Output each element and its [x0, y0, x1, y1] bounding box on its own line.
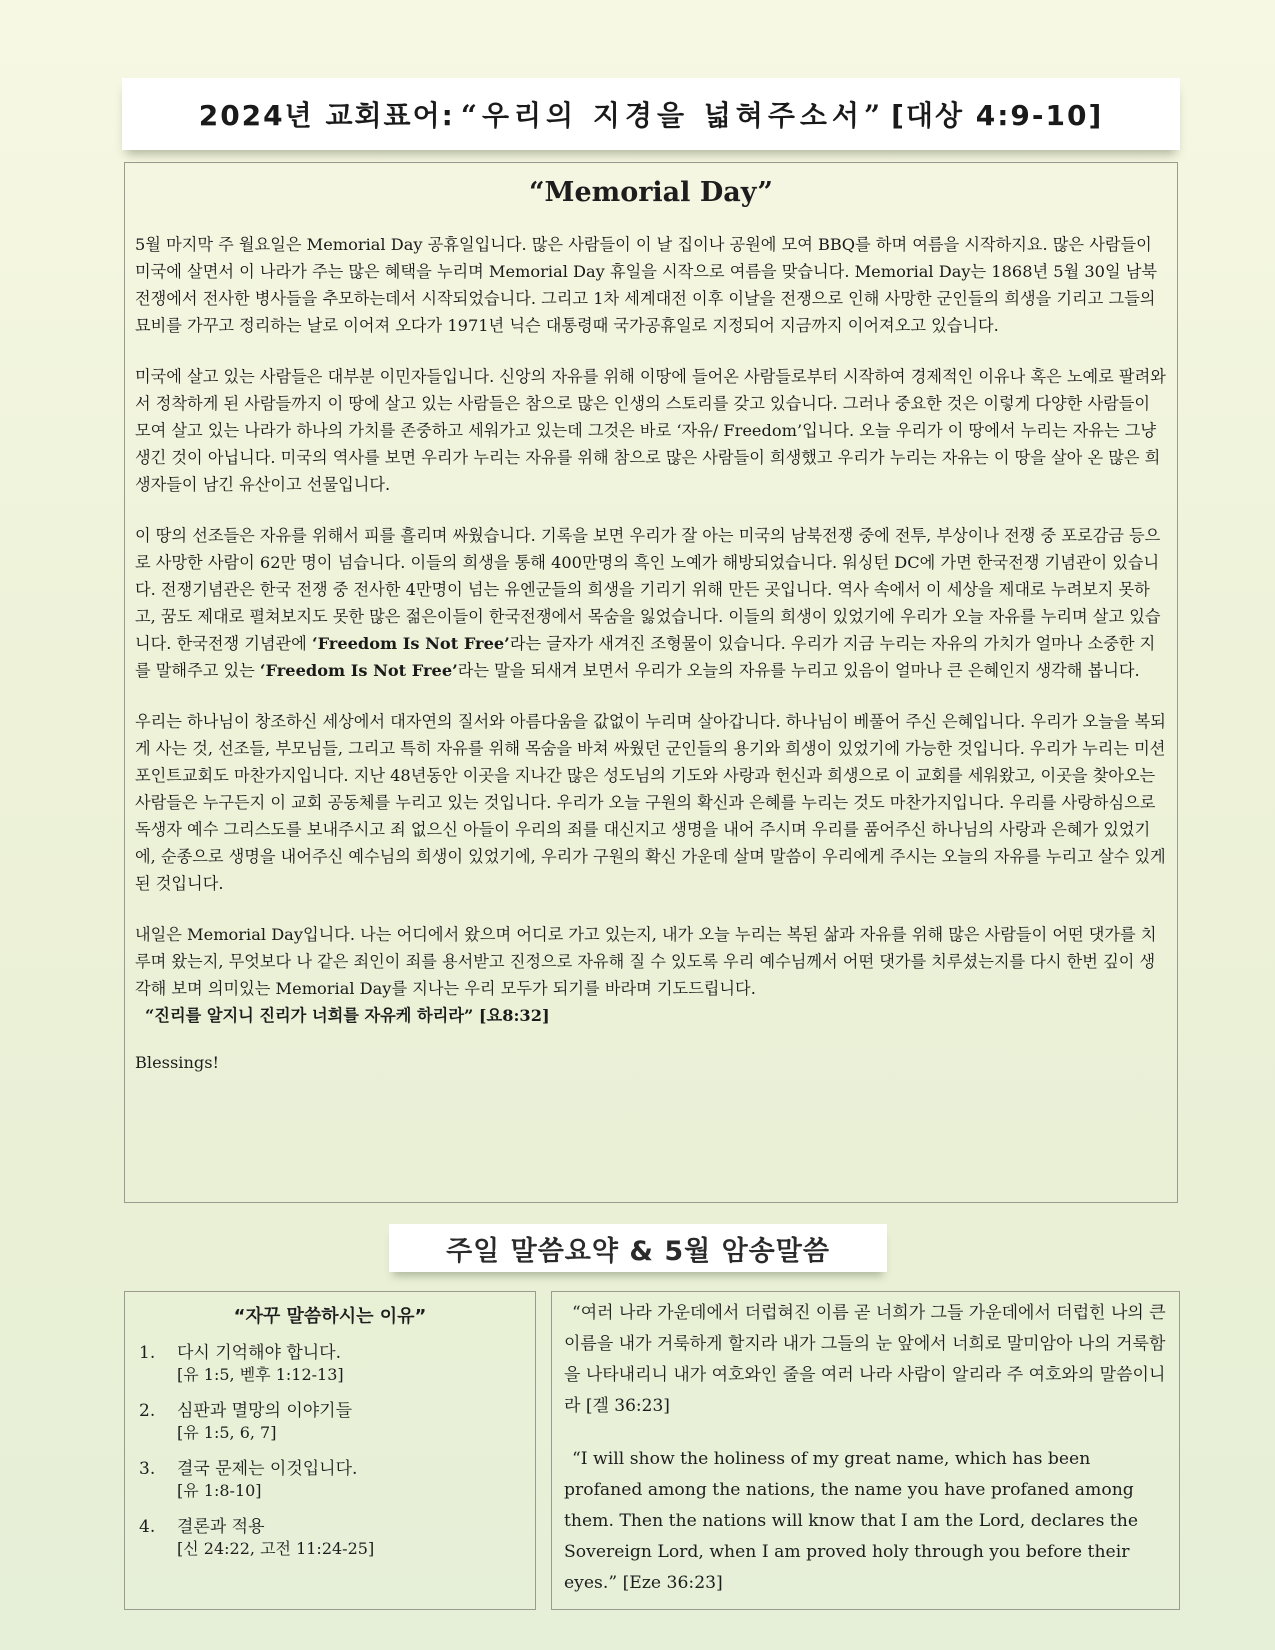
sermon-points-list: [139, 1342, 521, 1560]
para5-text: 내일은 Memorial Day입니다. 나는 어디에서 왔으며 어디로 가고 있는지, 내가 오늘 누리는 복된 삶과 자유를 위해 많은 사람들이 어떤 댓가를 치루며 왔는지, 무엇보다 나 같은 죄인이 죄를 용서받고 진정으로 자유해 질 수 있도록 우리 예수님께서 어떤 댓가를 치루셨는지를 다시 한번 깊이 생각해 보며 의미있는 Memorial Day를 지나는 우리 모두가 되기를 바라며 기도드립니다.: [135, 925, 1157, 998]
point-number: 3.: [139, 1459, 156, 1479]
freedom-phrase-1: ‘Freedom Is Not Free’: [311, 634, 510, 653]
article-paragraph-4: 우리는 하나님이 창조하신 세상에서 대자연의 질서와 아름다움을 값없이 누리며 살아갑니다. 하나님이 베풀어 주신 은혜입니다. 우리가 오늘을 복되게 사는 것, 선조들, 부모님들, 그리고 특히 자유를 위해 목숨을 바쳐 싸웠던 군인들의 용기와 희생이 있었기에 가능한 것입니다. 우리가 누리는 미션포인트교회도 마찬가지입니다. 지난 48년동안 이곳을 지나간 많은 성도님의 기도와 사랑과 헌신과 희생으로 이 교회를 세워왔고, 이곳을 찾아오는 사람들은 누구든지 이 교회 공동체를 누리고 있는 것입니다. 우리가 오늘 구원의 확신과 은혜를 누리는 것도 마찬가지입니다. 우리를 사랑하심으로 독생자 예수 그리스도를 보내주시고 죄 없으신 아들이 우리의 죄를 대신지고 생명을 내어 주시며 우리를 품어주신 하나님의 사랑과 은혜가 있었기에, 순종으로 생명을 내어주신 예수님의 희생이 있었기에, 우리가 구원의 확신 가운데 살며 말씀이 우리에게 주시는 오늘의 자유를 누리고 살수 있게 된 것입니다.: [135, 712, 1166, 893]
point-number: 1.: [139, 1343, 156, 1363]
motto-prefix: 2024년 교회표어:: [198, 99, 455, 132]
memory-verse-korean: “여러 나라 가운데에서 더럽혀진 이름 곧 너희가 그들 가운데에서 더럽힌 나의 큰 이름을 내가 거룩하게 할지라 내가 그들의 눈 앞에서 너희로 말미암아 나의 거룩함을 나타내리니 내가 여호와인 줄을 여러 나라 사람이 알리라 주 여호와의 말씀이니라 [겔 36:23]: [564, 1303, 1166, 1416]
point-reference: [유 1:5, 6, 7]: [177, 1423, 277, 1442]
motto-text: “우리의 지경을 넓혀주소서”: [460, 99, 886, 132]
point-title: 결국 문제는 이것입니다.: [177, 1459, 358, 1479]
article-box: [124, 162, 1178, 1203]
point-reference: [신 24:22, 고전 11:24-25]: [177, 1539, 375, 1558]
motto-banner: [122, 78, 1180, 150]
para3-part-a: 이 땅의 선조들은 자유를 위해서 피를 흘리며 싸웠습니다. 기록을 보면 우리가 잘 아는 미국의 남북전쟁 중에 전투, 부상이나 전쟁 중 포로감금 등으로 사망한 사람이 62만 명이 넘습니다. 이들의 희생을 통해 400만명의 흑인 노예가 해방되었습니다. 워싱턴 DC에 가면 한국전쟁 기념관이 있습니다. 전쟁기념관은 한국 전쟁 중 전사한 4만명이 넘는 유엔군들의 희생을 기리기 위해 만든 곳입니다. 역사 속에서 이 세상을 제대로 누려보지 못하고, 꿈도 제대로 펼쳐보지도 못한 많은 젊은이들이 한국전쟁에서 목숨을 잃었습니다. 이들의 희생이 있었기에 우리가 오늘 자유를 누리며 살고 있습니다. 한국전쟁 기념관에: [135, 526, 1161, 653]
section-title-banner: 주일 말씀요약 & 5월 암송말씀: [389, 1224, 887, 1272]
scripture-verse: “진리를 알지니 진리가 너희를 자유케 하리라” [요8:32]: [145, 1006, 550, 1025]
para3-part-c: 라는 글자가 새겨진 조형물이 있습니다. 우리가 지금 누리는 자유의 가치가 얼마나 소중한 지를 말해주고 있는: [135, 634, 1156, 680]
point-number: 4.: [139, 1517, 156, 1537]
list-item: [139, 1342, 521, 1386]
point-text: [177, 1400, 352, 1444]
article-paragraph-1: 5월 마지막 주 월요일은 Memorial Day 공휴일입니다. 많은 사람들이 이 날 집이나 공원에 모여 BBQ를 하며 여름을 시작하지요. 많은 사람들이 미국에 살면서 이 나라가 주는 많은 혜택을 누리며 Memorial Day 휴일을 시작으로 여름을 맞습니다. Memorial Day는 1868년 5월 30일 남북전쟁에서 전사한 병사들을 추모하는데서 시작되었습니다. 그리고 1차 세계대전 이후 이날을 전쟁으로 인해 사망한 군인들의 희생을 기리고 그들의 묘비를 가꾸고 정리하는 날로 이어져 오다가 1971년 닉슨 대통령때 국가공휴일로 지정되어 지금까지 이어져오고 있습니다.: [135, 235, 1158, 335]
point-number: 2.: [139, 1401, 156, 1421]
point-text: [177, 1342, 344, 1386]
list-item: [139, 1516, 521, 1560]
para3-part-e: 라는 말을 되새겨 보면서 우리가 오늘의 자유를 누리고 있음이 얼마나 큰 은혜인지 생각해 봅니다.: [457, 661, 1140, 680]
point-title: 결론과 적용: [177, 1517, 265, 1537]
point-title: 다시 기억해야 합니다.: [177, 1343, 342, 1363]
motto-reference: [대상 4:9-10]: [891, 99, 1104, 132]
closing-blessing: Blessings!: [135, 1053, 220, 1072]
point-text: [177, 1458, 357, 1502]
article-paragraph-3: [135, 522, 1167, 684]
memory-verse-box: [551, 1291, 1180, 1610]
list-item: [139, 1458, 521, 1502]
sermon-title: “자꾸 말씀하시는 이유”: [233, 1306, 427, 1327]
article-paragraph-2: 미국에 살고 있는 사람들은 대부분 이민자들입니다. 신앙의 자유를 위해 이땅에 들어온 사람들로부터 시작하여 경제적인 이유나 혹은 노예로 팔려와서 정착하게 된 사람들까지 이 땅에 살고 있는 사람들은 참으로 많은 인생의 스토리를 갖고 있습니다. 그러나 중요한 것은 이렇게 다양한 사람들이 모여 살고 있는 나라가 하나의 가치를 존중하고 세워가고 있는데 그것은 바로 ‘자유/ Freedom’입니다. 오늘 우리가 이 땅에서 누리는 자유는 그냥 생긴 것이 아닙니다. 미국의 역사를 보면 우리가 누리는 자유를 위해 참으로 많은 사람들이 희생했고 우리가 누리는 자유는 이 땅을 살아 온 많은 희생자들이 남긴 유산이고 선물입니다.: [135, 367, 1166, 494]
memory-verse-english: “I will show the holiness of my great name, which has been profaned among the nations, the name you have profaned among them. Then the nations will know that I am the Lord, declares the Sovereign Lord, when I am proved holy through you before their eyes.” [Eze 36:23]: [564, 1449, 1139, 1593]
point-text: [177, 1516, 374, 1560]
article-title: “Memorial Day”: [529, 177, 773, 208]
point-reference: [유 1:5, 벧후 1:12-13]: [177, 1365, 344, 1384]
sermon-summary-box: [124, 1291, 536, 1610]
point-title: 심판과 멸망의 이야기들: [177, 1401, 353, 1421]
list-item: [139, 1400, 521, 1444]
freedom-phrase-2: ‘Freedom Is Not Free’: [259, 661, 458, 680]
article-paragraph-5: [135, 921, 1167, 1029]
point-reference: [유 1:8-10]: [177, 1481, 262, 1500]
